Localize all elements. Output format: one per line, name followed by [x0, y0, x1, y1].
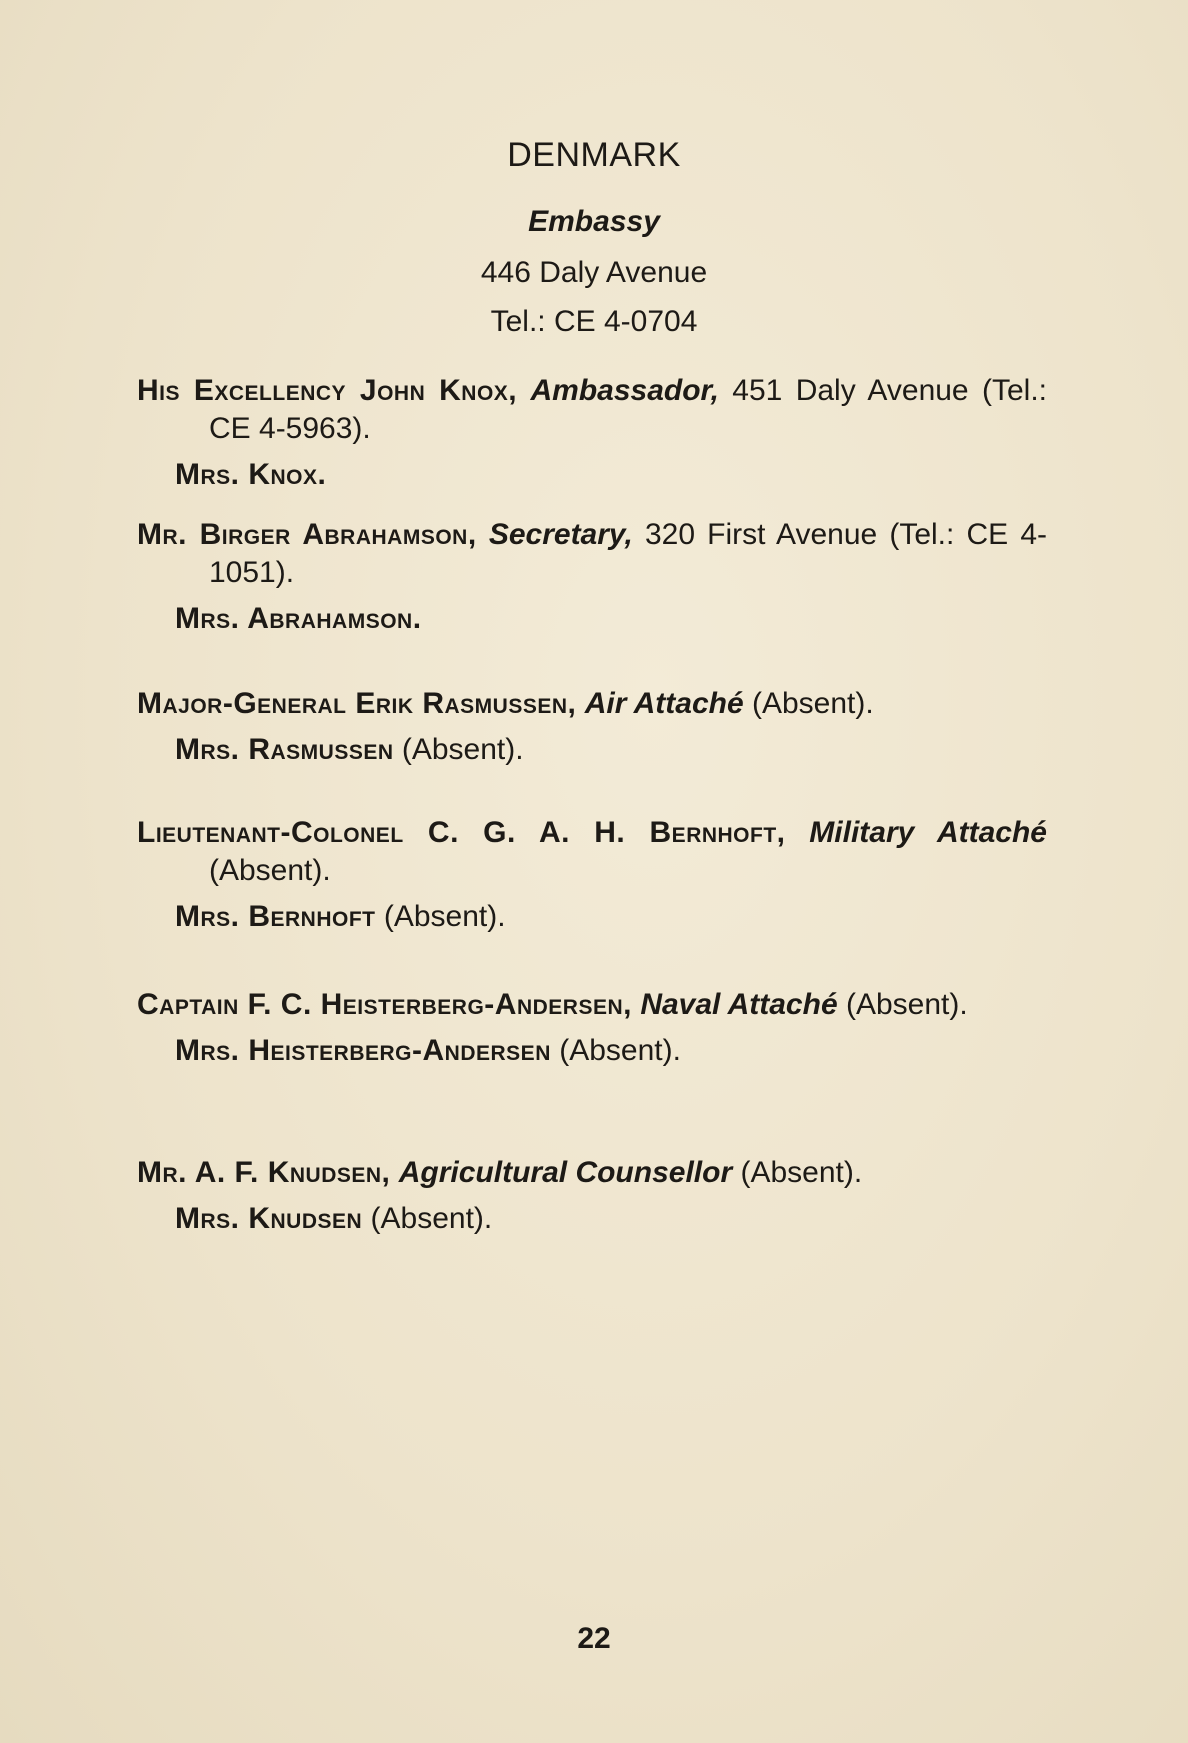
entry-main-line: [137, 685, 1047, 723]
diplomat-detail: 320 First Avenue (Tel.: CE 4-1051).: [209, 518, 1047, 589]
spouse-name: Mrs. Bernhoft: [175, 900, 376, 933]
diplomat-title: Air Attaché: [584, 687, 744, 720]
spouse-line: [137, 600, 1047, 638]
diplomat-name: Captain F. C. Heisterberg-Andersen,: [137, 988, 632, 1021]
country-heading: DENMARK: [507, 136, 681, 174]
diplomat-name: His Excellency John Knox,: [137, 374, 518, 407]
diplomat-name: Major-General Erik Rasmussen,: [137, 687, 577, 720]
spouse-note: (Absent).: [559, 1034, 681, 1067]
entry-main-line: [137, 814, 1047, 890]
spouse-line: [137, 731, 1047, 769]
diplomat-title: Agricultural Counsellor: [398, 1156, 733, 1189]
entry-main-line: [137, 372, 1047, 448]
diplomat-detail: (Absent).: [209, 854, 331, 887]
entry-main-line: [137, 986, 1047, 1024]
spouse-name: Mrs. Knox.: [175, 458, 327, 491]
spouse-line: [137, 1032, 1047, 1070]
diplomat-title: Secretary,: [488, 518, 633, 551]
spouse-note: (Absent).: [383, 900, 506, 933]
entry-main-line: [137, 1154, 1047, 1192]
spouse-name: Mrs. Heisterberg-Andersen: [175, 1034, 551, 1067]
spouse-note: (Absent).: [401, 733, 524, 766]
embassy-telephone: Tel.: CE 4-0704: [490, 305, 698, 338]
diplomat-detail: (Absent).: [740, 1156, 863, 1189]
diplomat-entry: [137, 516, 1047, 638]
diplomat-name: Mr. A. F. Knudsen,: [137, 1156, 391, 1189]
diplomat-entry: [137, 372, 1047, 494]
diplomat-entry: [137, 814, 1047, 936]
diplomat-detail: (Absent).: [751, 687, 874, 720]
diplomat-entry: [137, 1154, 1047, 1238]
diplomat-name: Mr. Birger Abrahamson,: [137, 518, 477, 551]
spouse-name: Mrs. Abrahamson.: [175, 602, 422, 635]
section-heading: Embassy: [528, 205, 660, 238]
diplomat-title: Naval Attaché: [640, 988, 838, 1021]
spouse-name: Mrs. Knudsen: [175, 1202, 363, 1235]
diplomat-detail: (Absent).: [845, 988, 968, 1021]
embassy-address: 446 Daly Avenue: [480, 256, 708, 289]
spouse-line: [137, 456, 1047, 494]
spouse-note: (Absent).: [370, 1202, 493, 1235]
diplomat-entry: [137, 685, 1047, 769]
spouse-line: [137, 1200, 1047, 1238]
diplomat-name: Lieutenant-Colonel C. G. A. H. Bernhoft,: [137, 816, 786, 849]
spouse-line: [137, 898, 1047, 936]
spouse-name: Mrs. Rasmussen: [175, 733, 394, 766]
diplomat-title: Ambassador,: [530, 374, 719, 407]
entry-main-line: [137, 516, 1047, 592]
diplomat-title: Military Attaché: [809, 816, 1047, 849]
diplomat-entry: [137, 986, 1047, 1070]
diplomat-detail: 451 Daly Avenue (Tel.: CE 4-5963).: [209, 374, 1047, 445]
page-number: 22: [577, 1622, 611, 1655]
